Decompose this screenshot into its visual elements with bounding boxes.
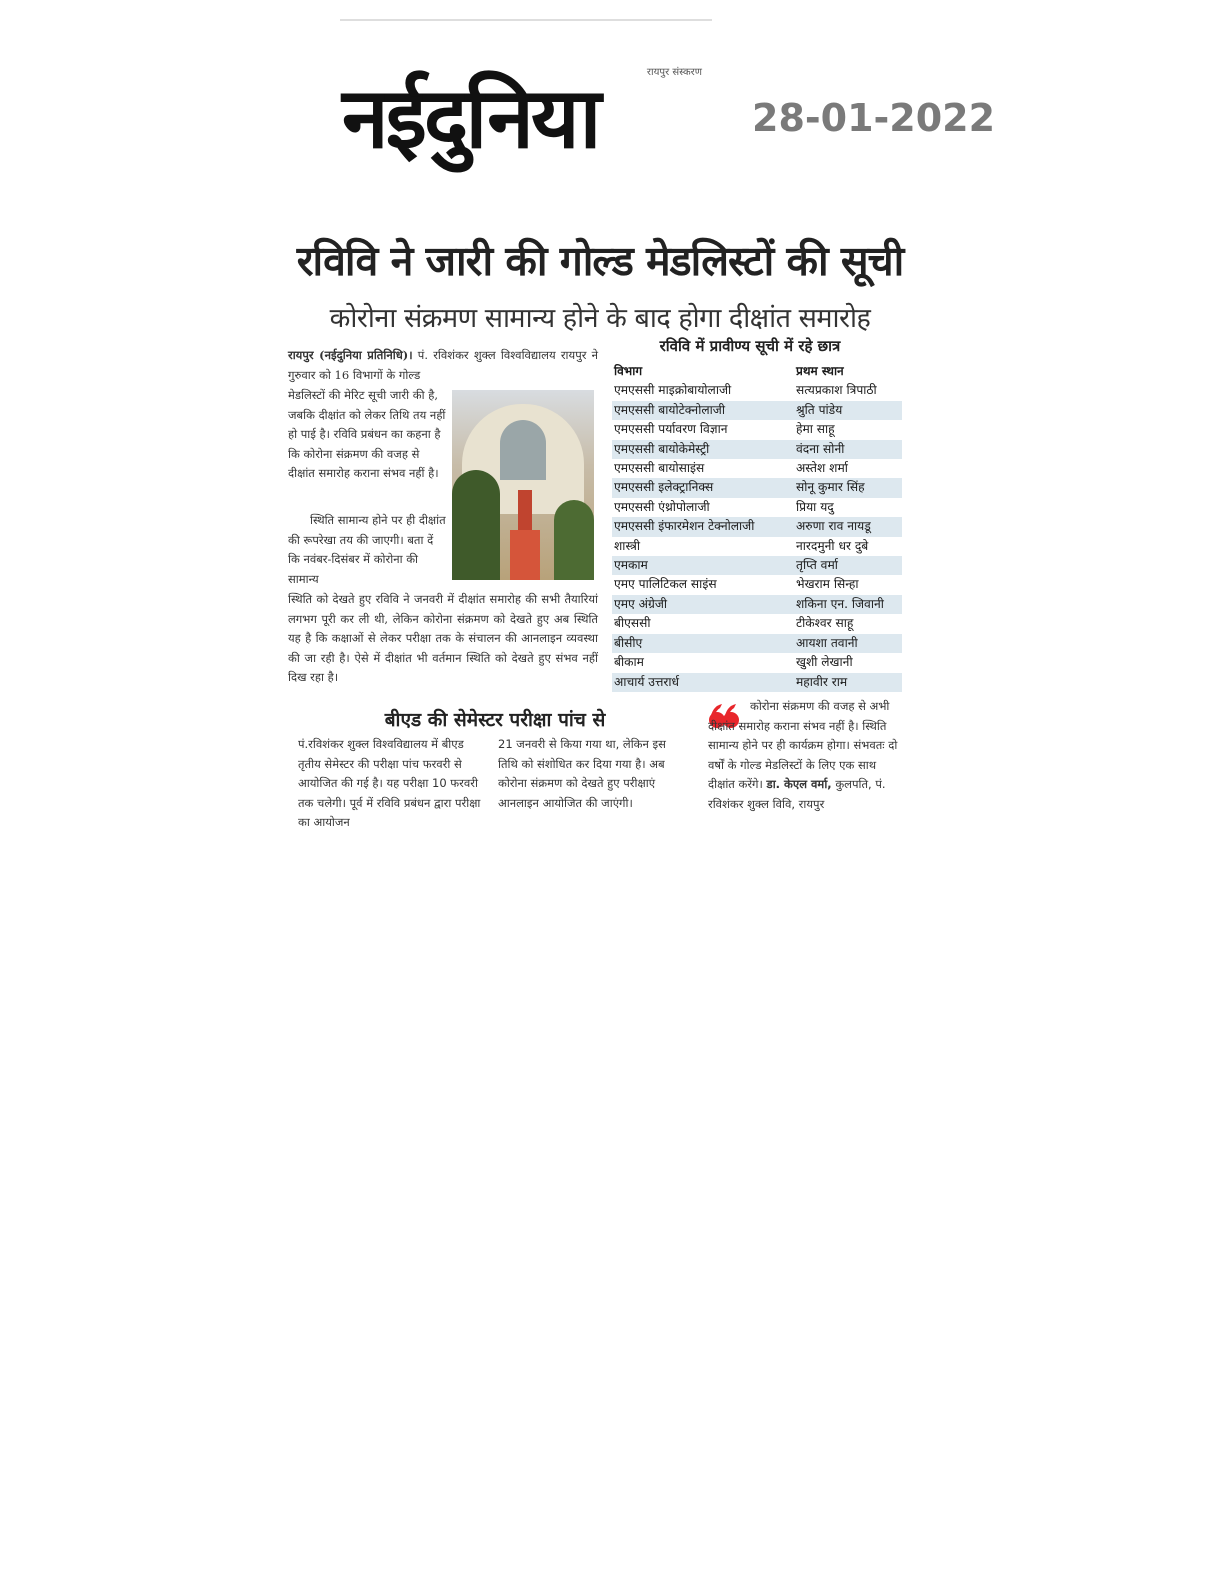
department-cell: एमकाम — [612, 556, 794, 575]
department-cell: एमएससी बायोकेमेस्ट्री — [612, 440, 794, 459]
table-row — [612, 595, 902, 614]
topper-name-cell: श्रुति पांडेय — [794, 401, 902, 420]
department-cell: आचार्य उत्तरार्ध — [612, 673, 794, 692]
department-cell: एमएससी इंफारमेशन टेक्नोलाजी — [612, 517, 794, 536]
topper-name-cell: खुशी लेखानी — [796, 655, 853, 670]
vice-chancellor-quote — [708, 697, 900, 815]
article-para-2-start: स्थिति सामान्य होने पर ही दीक्षांत की रूपरेखा तय की जाएगी। बता दें कि नवंबर-दिसंबर में कोरोना की सामान्य — [288, 513, 446, 586]
department-cell: एमए अंग्रेजी — [612, 595, 794, 614]
merit-list-table — [612, 362, 902, 692]
department-cell: बीसीए — [612, 634, 794, 653]
department-cell: एमएससी पर्यावरण विज्ञान — [614, 422, 728, 437]
department-cell: एमएससी माइक्रोबायोलाजी — [614, 383, 732, 398]
table-row — [612, 673, 902, 692]
table-row — [612, 381, 902, 400]
newspaper-logo: नईदुनिया — [342, 68, 599, 167]
merit-list-title: रविवि में प्रावीण्य सूची में रहे छात्र — [659, 337, 841, 355]
department-cell: शास्त्री — [614, 538, 641, 553]
table-row — [612, 556, 902, 575]
masthead-edition-tag: रायपुर संस्करण — [646, 67, 702, 78]
department-cell: बीकाम — [614, 655, 644, 670]
bed-exam-column-2: 21 जनवरी से किया गया था, लेकिन इस तिथि को संशोधित कर दिया गया है। अब कोरोना संक्रमण को देखते हुए परीक्षाएं आनलाइन आयोजित की जाएंगी। — [498, 737, 666, 810]
bed-exam-heading: बीएड की सेमेस्टर परीक्षा पांच से — [384, 709, 606, 731]
table-row — [612, 459, 902, 478]
topper-name-cell: सोनू कुमार सिंह — [794, 478, 902, 497]
topper-name-cell: अस्तेश शर्मा — [796, 461, 848, 476]
article-subheadline: कोरोना संक्रमण सामान्य होने के बाद होगा दीक्षांत समारोह — [329, 303, 871, 334]
table-row — [612, 498, 902, 517]
topper-name-cell: सत्यप्रकाश त्रिपाठी — [796, 383, 877, 398]
topper-name-cell: हेमा साहू — [796, 422, 835, 437]
table-row — [612, 537, 902, 556]
university-building-photo — [452, 390, 594, 580]
article-lead — [288, 346, 598, 385]
department-cell: एमए पालिटिकल साइंस — [614, 577, 717, 592]
topper-name-cell: नारदमुनी धर दुबे — [796, 538, 869, 553]
topper-name-cell: प्रिया यदु — [796, 499, 834, 514]
table-row — [612, 634, 902, 653]
topper-name-cell: शकिना एन. जिवानी — [794, 595, 902, 614]
top-divider — [340, 19, 712, 21]
department-cell: बीएससी — [614, 616, 651, 631]
newspaper-masthead — [338, 50, 710, 190]
department-cell: एमएससी एंथ्रोपोलाजी — [614, 499, 710, 514]
department-cell: एमएससी बायोटेक्नोलाजी — [612, 401, 794, 420]
publication-date: 28-01-2022 — [752, 96, 996, 140]
topper-name-cell: अरुणा राव नायडू — [794, 517, 902, 536]
table-row — [612, 401, 902, 420]
article-para-1: मेडलिस्टों की मेरिट सूची जारी की है, जबकि दीक्षांत को लेकर तिथि तय नहीं हो पाई है। रविवि प्रबंधन का कहना है कि कोरोना संक्रमण की वजह से दीक्षांत समारोह कराना संभव नहीं है। — [288, 388, 446, 480]
table-row — [612, 440, 902, 459]
merit-header-first-place: प्रथम स्थान — [796, 364, 844, 378]
topper-name-cell: आयशा तवानी — [794, 634, 902, 653]
article-headline: रविवि ने जारी की गोल्ड मेडलिस्टों की सूची — [296, 237, 904, 285]
article-dateline: रायपुर (नईदुनिया प्रतिनिधि)। — [288, 348, 413, 362]
table-row — [612, 420, 902, 439]
table-row — [612, 517, 902, 536]
topper-name-cell: वंदना सोनी — [794, 440, 902, 459]
bed-exam-column-1: पं.रविशंकर शुक्ल विश्वविद्यालय में बीएड तृतीय सेमेस्टर की परीक्षा पांच फरवरी से आयोजित की गई है। यह परीक्षा 10 फरवरी तक चलेगी। पूर्व में रविवि प्रबंधन द्वारा परीक्षा का आयोजन — [298, 737, 481, 829]
table-row — [612, 478, 902, 497]
topper-name-cell: भेखराम सिन्हा — [796, 577, 859, 592]
quote-text: कोरोना संक्रमण की वजह से अभी दीक्षांत समारोह कराना संभव नहीं है। स्थिति सामान्य होने पर ही कार्यक्रम होगा। संभवतः दो वर्षों के गोल्ड मेडलिस्टों के लिए एक साथ दीक्षांत करेंगे। — [708, 699, 898, 792]
department-cell: एमएससी बायोसाइंस — [614, 461, 705, 476]
topper-name-cell: महावीर राम — [794, 673, 902, 692]
article-lead-text: पं. रविशंकर शुक्ल विश्वविद्यालय रायपुर ने गुरुवार को 16 विभागों के गोल्ड — [288, 348, 599, 382]
topper-name-cell: तृप्ति वर्मा — [794, 556, 902, 575]
topper-name-cell: टीकेश्वर साहू — [796, 616, 854, 631]
article-para-2: स्थिति को देखते हुए रविवि ने जनवरी में दीक्षांत समारोह की सभी तैयारियां लगभग पूरी कर ली थी, लेकिन कोरोना संक्रमण को देखते हुए अब स्थिति यह है कि कक्षाओं से लेकर परीक्षा तक के संचालन की आनलाइन व्यवस्था की जा रही है। ऐसे में दीक्षांत भी वर्तमान स्थिति को देखते हुए संभव नहीं दिख रहा है। — [288, 592, 598, 684]
table-row — [612, 614, 902, 633]
quote-signer: डा. केएल वर्मा, — [766, 777, 832, 792]
table-row — [612, 575, 902, 594]
merit-header-department: विभाग — [614, 364, 643, 378]
quote-designation: कुलपति, पं. रविशंकर शुक्ल विवि, रायपुर — [708, 777, 886, 811]
table-row — [612, 653, 902, 672]
department-cell: एमएससी इलेक्ट्रानिक्स — [612, 478, 794, 497]
